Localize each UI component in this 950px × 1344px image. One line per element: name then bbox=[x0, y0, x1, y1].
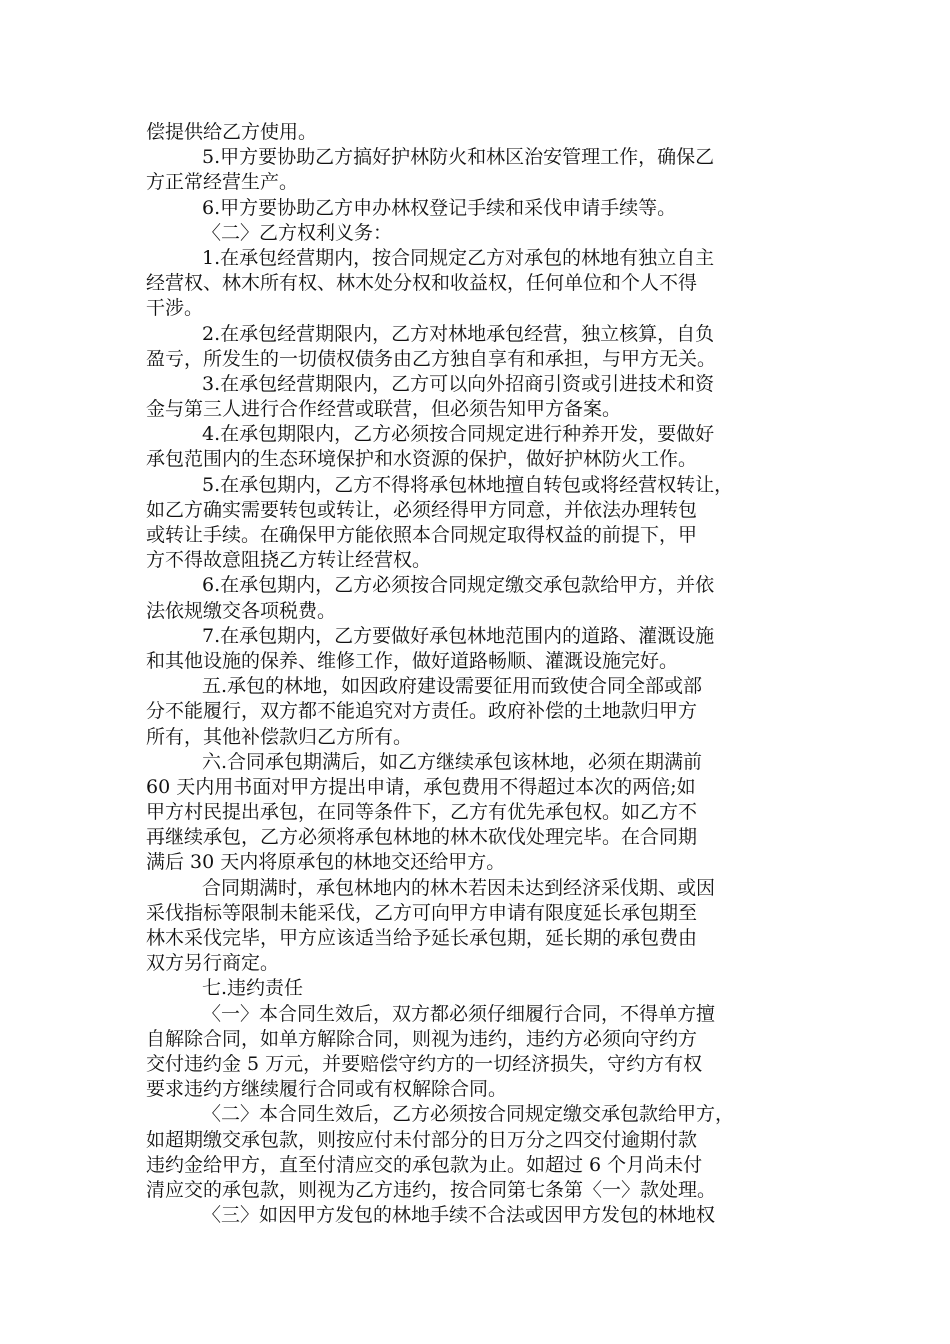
text-line: 〈一〉本合同生效后，双方都必须仔细履行合同，不得单方擅 bbox=[202, 1002, 716, 1025]
text-line: 偿提供给乙方使用。 bbox=[146, 121, 318, 143]
text-line: 4.在承包期限内，乙方必须按合同规定进行种养开发，要做好 bbox=[202, 423, 715, 446]
text-line: 5.在承包期内，乙方不得将承包林地擅自转包或将经营权转让， bbox=[202, 473, 734, 496]
contract-text bbox=[146, 120, 814, 1228]
text-line: 自解除合同，如单方解除合同，则视为违约，违约方必须向守约方 bbox=[146, 1027, 698, 1050]
text-line: 〈三〉如因甲方发包的林地手续不合法或因甲方发包的林地权 bbox=[202, 1204, 716, 1227]
text-line: 要求违约方继续履行合同或有权解除合同。 bbox=[146, 1078, 508, 1101]
text-line: 2.在承包经营期限内，乙方对林地承包经营，独立核算，自负 bbox=[202, 322, 715, 345]
text-line: 承包范围内的生态环境保护和水资源的保护，做好护林防火工作。 bbox=[146, 448, 698, 471]
text-line: 如超期缴交承包款，则按应付未付部分的日万分之四交付逾期付款 bbox=[146, 1128, 698, 1151]
text-line: 甲方村民提出承包，在同等条件下，乙方有优先承包权。如乙方不 bbox=[146, 801, 698, 824]
text-line: 再继续承包，乙方必须将承包林地的林木砍伐处理完毕。在合同期 bbox=[146, 826, 698, 849]
text-line: 1.在承包经营期内，按合同规定乙方对承包的林地有独立自主 bbox=[202, 246, 715, 269]
text-line: 满后 30 天内将原承包的林地交还给甲方。 bbox=[146, 851, 506, 874]
text-line: 分不能履行，双方都不能追究对方责任。政府补偿的土地款归甲方 bbox=[146, 700, 698, 723]
text-line: 清应交的承包款，则视为乙方违约，按合同第七条第〈一〉款处理。 bbox=[146, 1178, 717, 1201]
text-line: 和其他设施的保养、维修工作，做好道路畅顺、灌溉设施完好。 bbox=[146, 649, 679, 672]
text-line: 〈二〉乙方权利义务： bbox=[202, 221, 393, 244]
text-line: 5.甲方要协助乙方搞好护林防火和林区治安管理工作，确保乙 bbox=[202, 146, 715, 169]
text-line: 五.承包的林地，如因政府建设需要征用而致使合同全部或部 bbox=[202, 675, 703, 698]
text-line: 盈亏，所发生的一切债权债务由乙方独自享有和承担，与甲方无关。 bbox=[146, 347, 717, 370]
text-line: 6.在承包期内，乙方必须按合同规定缴交承包款给甲方，并依 bbox=[202, 574, 715, 597]
text-line: 干涉。 bbox=[146, 297, 204, 320]
text-line: 或转让手续。在确保甲方能依照本合同规定取得权益的前提下，甲 bbox=[146, 524, 698, 546]
text-line: 6.甲方要协助乙方申办林权登记手续和采伐申请手续等。 bbox=[202, 196, 677, 219]
text-line: 60 天内用书面对甲方提出申请，承包费用不得超过本次的两倍;如 bbox=[146, 775, 696, 798]
text-line: 7.在承包期内，乙方要做好承包林地范围内的道路、灌溉设施 bbox=[202, 624, 715, 647]
text-line: 法依规缴交各项税费。 bbox=[146, 599, 337, 622]
text-line: 如乙方确实需要转包或转让，必须经得甲方同意，并依法办理转包 bbox=[146, 498, 698, 521]
text-line: 金与第三人进行合作经营或联营，但必须告知甲方备案。 bbox=[146, 398, 622, 421]
text-line: 七.违约责任 bbox=[202, 977, 304, 1000]
text-line: 方不得故意阻挠乙方转让经营权。 bbox=[146, 549, 432, 572]
text-line: 违约金给甲方，直至付清应交的承包款为止。如超过 6 个月尚未付 bbox=[146, 1153, 703, 1176]
text-line: 合同期满时，承包林地内的林木若因未达到经济采伐期、或因 bbox=[202, 876, 716, 899]
text-line: 采伐指标等限制未能采伐，乙方可向甲方申请有限度延长承包期至 bbox=[146, 901, 698, 924]
text-line: 方正常经营生产。 bbox=[146, 171, 299, 194]
text-line: 六.合同承包期满后，如乙方继续承包该林地，必须在期满前 bbox=[202, 750, 703, 773]
text-line: 3.在承包经营期限内，乙方可以向外招商引资或引进技术和资 bbox=[202, 372, 715, 395]
text-line: 经营权、林木所有权、林木处分权和收益权，任何单位和个人不得 bbox=[146, 272, 698, 295]
text-line: 交付违约金 5 万元，并要赔偿守约方的一切经济损失，守约方有权 bbox=[146, 1052, 703, 1075]
text-line: 〈二〉本合同生效后，乙方必须按合同规定缴交承包款给甲方， bbox=[202, 1103, 735, 1126]
text-line: 双方另行商定。 bbox=[146, 952, 280, 975]
text-line: 林木采伐完毕，甲方应该适当给予延长承包期，延长期的承包费由 bbox=[146, 927, 698, 949]
text-line: 所有，其他补偿款归乙方所有。 bbox=[146, 725, 413, 748]
